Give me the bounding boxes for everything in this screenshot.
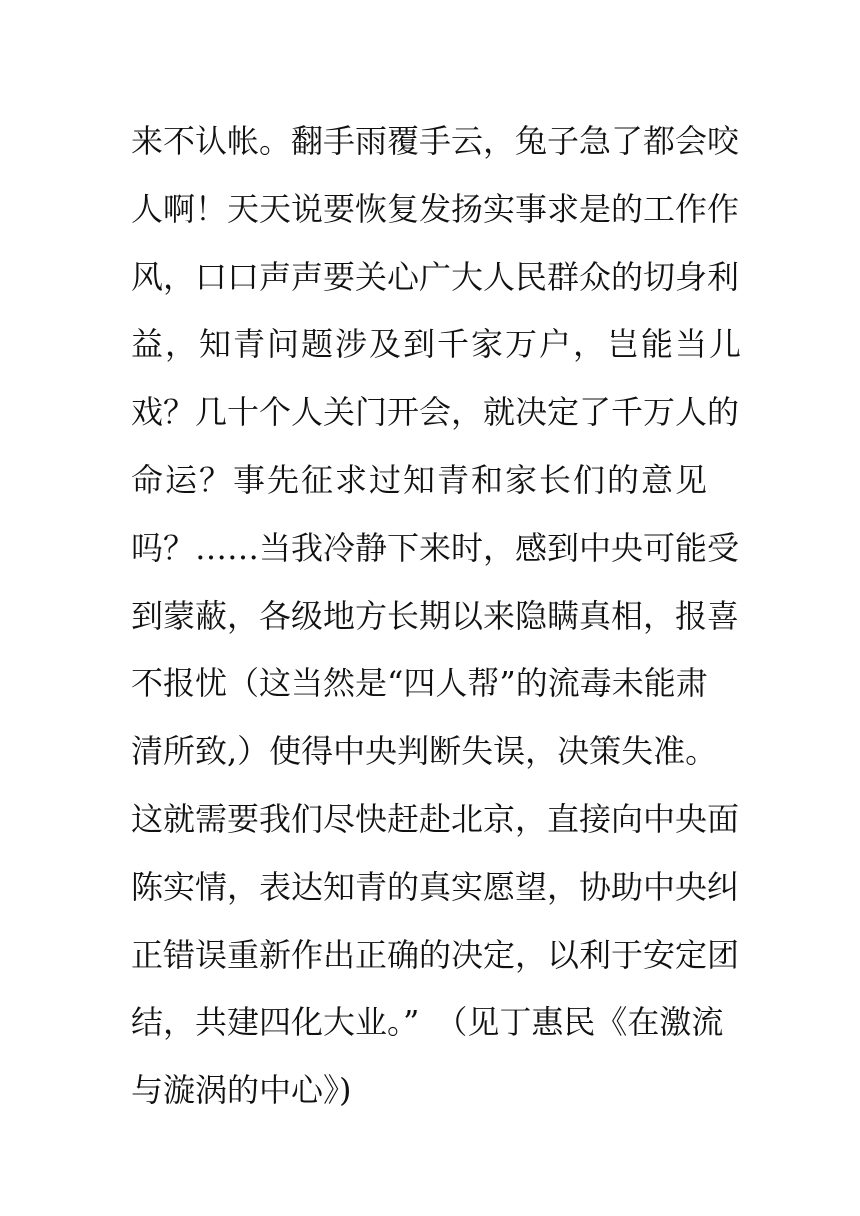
text-line: 吗？……当我冷静下来时，感到中央可能受: [131, 528, 740, 567]
text-line: 正错误重新作出正确的决定，以利于安定团: [131, 935, 740, 974]
text-line: 风，口口声声要关心广大人民群众的切身利: [131, 257, 740, 296]
text-line: 这就需要我们尽快赶赴北京，直接向中央面: [131, 799, 740, 838]
text-line: 不报忧（这当然是“四人帮”的流毒未能肃: [131, 664, 708, 703]
text-line: 益，知青问题涉及到千家万户，岂能当儿: [131, 325, 744, 364]
text-line: 来不认帐。翻手雨覆手云，兔子急了都会咬: [131, 122, 740, 160]
text-line: 戏？几十个人关门开会，就决定了千万人的: [131, 393, 740, 432]
text-line: 与漩涡的中心》): [131, 1071, 352, 1110]
text-line: 到蒙蔽，各级地方长期以来隐瞒真相，报喜: [131, 596, 740, 635]
text-line: 陈实情，表达知青的真实愿望，协助中央纠: [131, 867, 740, 906]
text-line: 命运？事先征求过知青和家长们的意见: [131, 460, 710, 499]
body-text: [131, 114, 751, 1131]
text-line: 结，共建四化大业。” （见丁惠民《在激流: [131, 1003, 724, 1042]
text-line: 清所致,）使得中央判断失误，决策失准。: [131, 732, 718, 771]
text-line: 人啊！天天说要恢复发扬实事求是的工作作: [131, 189, 740, 228]
